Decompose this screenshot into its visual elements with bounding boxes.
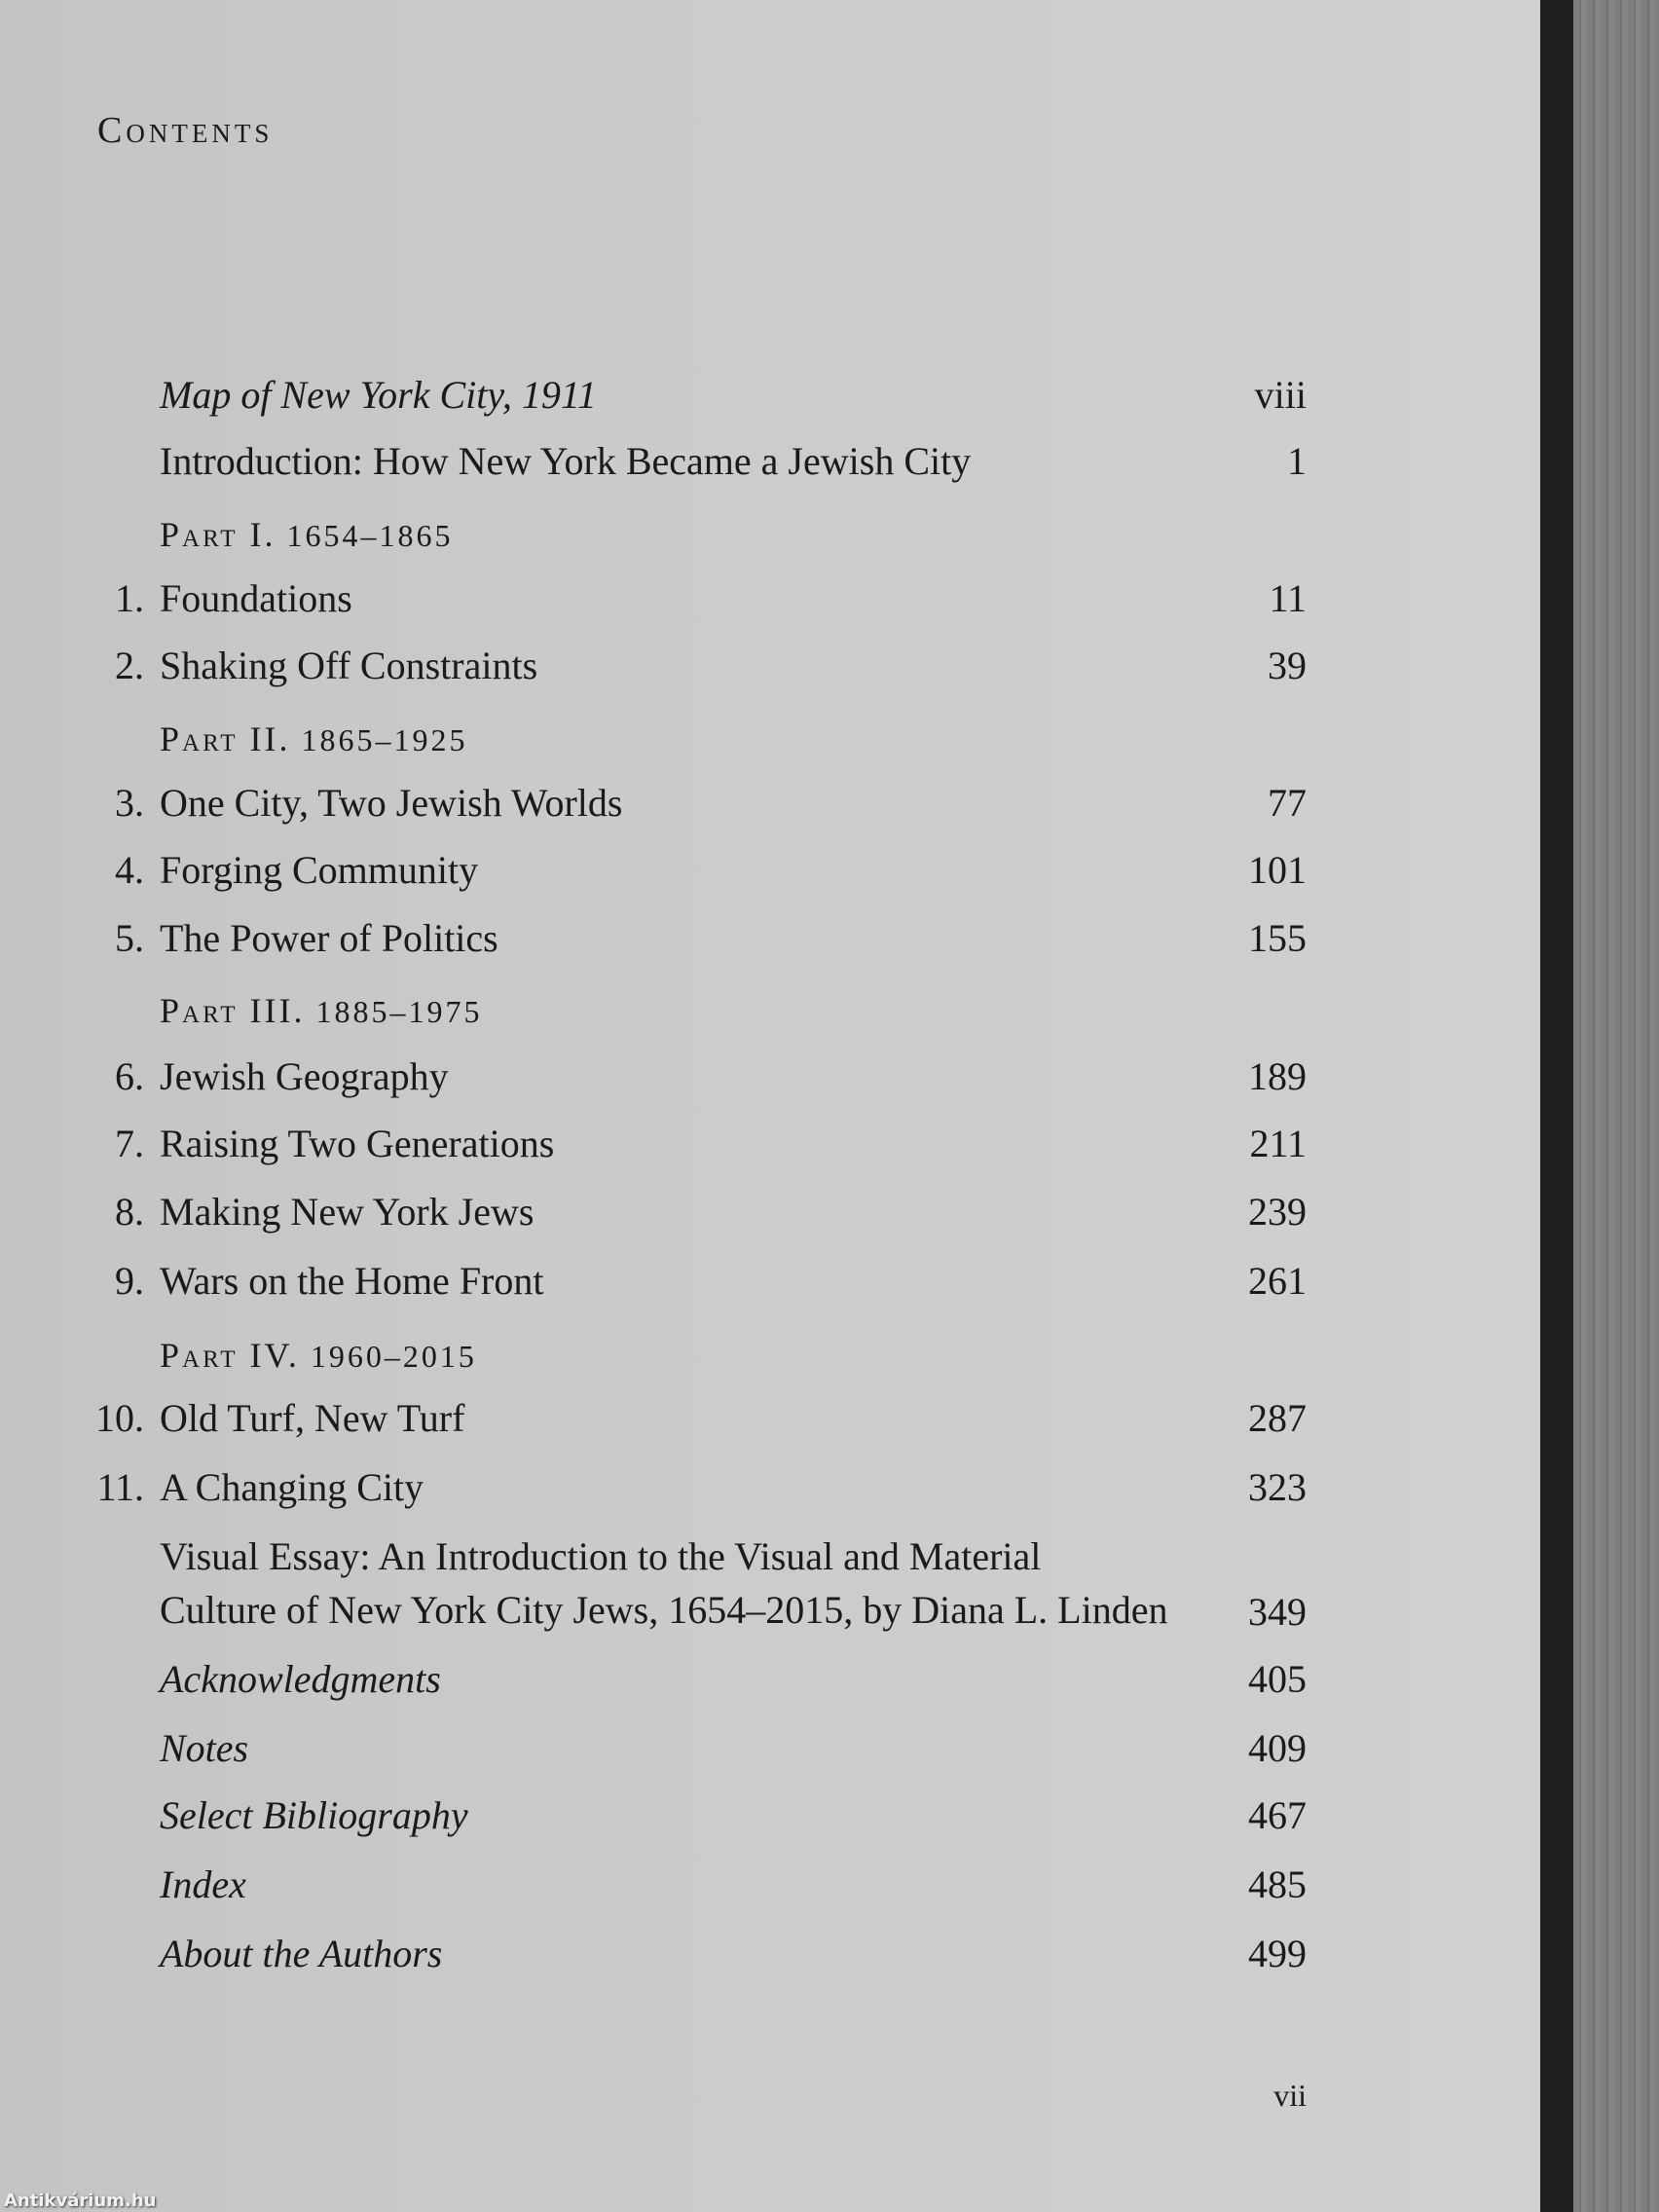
- entry-page: 409: [1248, 1726, 1307, 1770]
- entry-page: 349: [1248, 1590, 1307, 1634]
- entry-title-line2: Culture of New York City Jews, 1654–2015, by Diana L. Linden: [160, 1588, 1168, 1632]
- toc-entry: [0, 1258, 1307, 1316]
- toc-entry: [0, 575, 1307, 634]
- entry-page: 287: [1248, 1396, 1307, 1440]
- chapter-number: 8.: [115, 1190, 144, 1234]
- toc-entry: [0, 1464, 1307, 1523]
- toc-entry: [0, 1053, 1307, 1112]
- part-heading: [160, 514, 454, 555]
- entry-page: 261: [1248, 1259, 1307, 1303]
- chapter-number: 11.: [96, 1465, 144, 1509]
- chapter-number: 5.: [115, 916, 144, 960]
- entry-page: 211: [1249, 1122, 1307, 1165]
- background-surface: [1573, 0, 1659, 2212]
- part-years: 1885–1975: [315, 994, 483, 1029]
- entry-title: Introduction: How New York Became a Jewish City: [160, 439, 972, 483]
- part-heading: [160, 719, 468, 759]
- chapter-number: 6.: [115, 1054, 144, 1098]
- contents-heading: Contents: [97, 110, 274, 151]
- chapter-number: 7.: [115, 1122, 144, 1165]
- entry-page: 239: [1248, 1190, 1307, 1234]
- entry-page: 189: [1248, 1054, 1307, 1098]
- entry-title: The Power of Politics: [160, 916, 498, 960]
- chapter-number: 9.: [115, 1259, 144, 1303]
- entry-page: 405: [1248, 1657, 1307, 1701]
- toc-entry: [0, 1395, 1307, 1454]
- part-heading: [160, 1335, 477, 1376]
- entry-title: Jewish Geography: [160, 1054, 449, 1098]
- chapter-number: 4.: [115, 848, 144, 892]
- toc-entry: [0, 780, 1307, 838]
- chapter-number: 3.: [115, 781, 144, 825]
- entry-title: Map of New York City, 1911: [160, 373, 597, 417]
- chapter-number: 2.: [115, 644, 144, 687]
- entry-page: 467: [1248, 1793, 1307, 1837]
- page-number: vii: [1273, 2078, 1307, 2113]
- entry-page: 323: [1248, 1465, 1307, 1509]
- entry-page: 485: [1248, 1862, 1307, 1906]
- entry-title: Select Bibliography: [160, 1793, 468, 1837]
- toc-entry: [0, 372, 1307, 430]
- toc-entry: [0, 643, 1307, 701]
- part-label: Part IV.: [160, 1336, 300, 1375]
- entry-page: 499: [1248, 1932, 1307, 1975]
- toc-entry: [0, 1862, 1307, 1920]
- entry-page: 11: [1269, 576, 1307, 620]
- chapter-number: 10.: [95, 1396, 144, 1440]
- toc-entry: [0, 915, 1307, 974]
- toc-entry: [0, 1189, 1307, 1247]
- entry-title: Acknowledgments: [160, 1657, 441, 1701]
- toc-entry: [0, 1533, 1307, 1650]
- entry-page: 101: [1248, 848, 1307, 892]
- part-years: 1960–2015: [310, 1339, 477, 1374]
- entry-title: Making New York Jews: [160, 1190, 535, 1234]
- part-label: Part II.: [160, 719, 291, 758]
- entry-title: Old Turf, New Turf: [160, 1396, 465, 1440]
- entry-title: Raising Two Generations: [160, 1122, 555, 1165]
- toc-entry: [0, 1121, 1307, 1179]
- entry-title: A Changing City: [160, 1465, 424, 1509]
- entry-title: About the Authors: [160, 1932, 443, 1975]
- chapter-number: 1.: [115, 576, 144, 620]
- part-heading: [160, 990, 483, 1031]
- entry-title: Wars on the Home Front: [160, 1259, 544, 1303]
- entry-page: 77: [1268, 781, 1307, 825]
- entry-page: viii: [1254, 373, 1307, 417]
- entry-page: 1: [1287, 439, 1307, 483]
- part-label: Part I.: [160, 515, 276, 554]
- toc-entry: [0, 438, 1307, 497]
- entry-page: 39: [1268, 644, 1307, 687]
- part-years: 1865–1925: [301, 722, 468, 757]
- toc-entry: [0, 1725, 1307, 1784]
- toc-entry: [0, 847, 1307, 905]
- part-years: 1654–1865: [286, 518, 454, 553]
- book-spine: [1540, 0, 1573, 2212]
- entry-title: Forging Community: [160, 848, 479, 892]
- entry-title: Notes: [160, 1726, 249, 1770]
- entry-title: Index: [160, 1862, 246, 1906]
- entry-title: Shaking Off Constraints: [160, 644, 538, 687]
- entry-title: Visual Essay: An Introduction to the Visual and Material: [160, 1534, 1042, 1578]
- entry-title: Foundations: [160, 576, 352, 620]
- toc-entry: [0, 1931, 1307, 1989]
- entry-page: 155: [1248, 916, 1307, 960]
- part-label: Part III.: [160, 991, 306, 1030]
- toc-entry: [0, 1656, 1307, 1714]
- entry-title: One City, Two Jewish Worlds: [160, 781, 623, 825]
- watermark: Antikvárium.hu: [4, 2191, 157, 2211]
- toc-entry: [0, 1792, 1307, 1851]
